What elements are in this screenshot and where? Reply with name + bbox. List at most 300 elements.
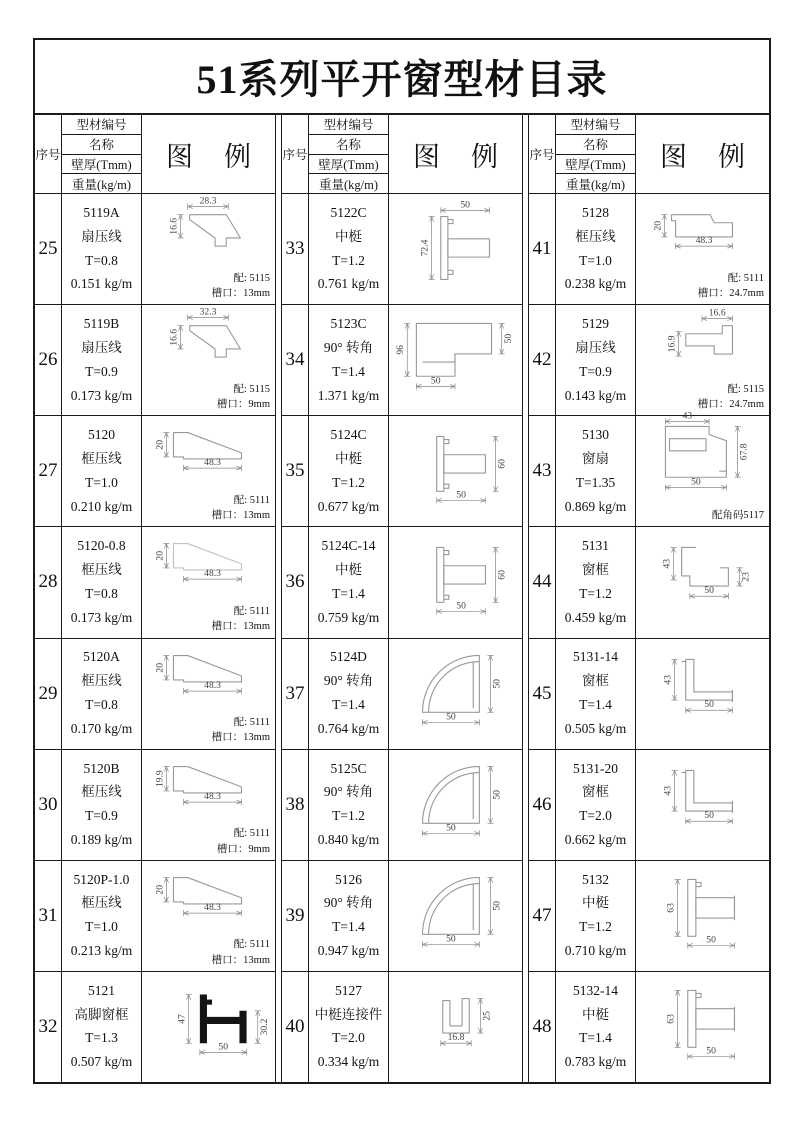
svg-text:50: 50 (445, 710, 456, 722)
table-row (35, 861, 275, 972)
profile-weight: 0.764 kg/m (317, 720, 380, 736)
row-figure (142, 416, 275, 526)
profile-name: 中梃 (335, 450, 362, 466)
svg-text:20: 20 (153, 662, 165, 673)
profile-thickness: T=1.2 (332, 808, 365, 824)
profile-thickness: T=0.8 (85, 585, 118, 601)
profile-thickness: T=1.35 (575, 474, 616, 490)
profile-name: 框压线 (81, 450, 122, 466)
row-serial: 43 (529, 416, 556, 526)
svg-text:28.3: 28.3 (199, 195, 216, 207)
profile-name: 90° 转角 (323, 673, 374, 689)
row-info (62, 861, 142, 971)
row-serial: 28 (35, 527, 62, 637)
profile-thickness: T=1.3 (85, 1030, 118, 1046)
figure-note-line: 槽口：9mm (216, 399, 270, 411)
row-figure (636, 194, 769, 304)
profile-thickness: T=1.4 (332, 585, 365, 601)
svg-text:16.8: 16.8 (447, 1032, 464, 1044)
table-row (35, 639, 275, 750)
table-row (529, 410, 769, 527)
row-serial: 42 (529, 305, 556, 415)
svg-text:20: 20 (153, 884, 165, 895)
legend-label-left: 图 (413, 141, 440, 172)
profile-drawing-mullion_C (390, 535, 522, 629)
figure-notes (212, 271, 270, 301)
row-figure (636, 527, 769, 637)
row-figure (636, 750, 769, 860)
profile-weight: 0.151 kg/m (70, 276, 133, 292)
header-serial: 序号 (35, 115, 62, 193)
table-row (35, 527, 275, 638)
profile-thickness: T=1.4 (332, 919, 365, 935)
header-info-row-1: 名称 (309, 135, 388, 155)
header-legend (636, 115, 769, 193)
legend-label-right: 例 (224, 141, 251, 172)
table-row (529, 639, 769, 750)
profile-group (528, 115, 769, 1082)
svg-text:50: 50 (459, 199, 470, 211)
row-info (556, 416, 636, 526)
table-row (35, 194, 275, 305)
profile-name: 窗框 (582, 673, 609, 689)
row-info (556, 972, 636, 1082)
header-info-row-2: 壁厚(Tmm) (556, 155, 635, 175)
figure-notes (212, 937, 270, 967)
profile-group (281, 115, 523, 1082)
profile-drawing-frame_L (637, 647, 769, 741)
table-row (282, 194, 522, 305)
header-info-row-3: 重量(kg/m) (565, 177, 626, 192)
profile-weight: 1.371 kg/m (317, 387, 380, 403)
table-row (282, 750, 522, 861)
page-title: 51系列平开窗型材目录 (35, 40, 769, 115)
profile-weight: 0.662 kg/m (564, 832, 627, 848)
header-info (62, 115, 142, 193)
figure-notes (212, 604, 270, 634)
figure-note-line: 槽口：13mm (211, 954, 270, 966)
profile-name: 框压线 (575, 228, 616, 244)
svg-text:50: 50 (502, 334, 514, 344)
profile-name: 中梃 (582, 1006, 609, 1022)
row-info (62, 750, 142, 860)
svg-text:50: 50 (491, 789, 503, 800)
profile-weight: 0.238 kg/m (564, 276, 627, 292)
profile-weight: 0.334 kg/m (317, 1054, 380, 1070)
profile-name: 窗框 (582, 562, 609, 578)
svg-text:48.3: 48.3 (203, 901, 221, 913)
row-serial: 35 (282, 416, 309, 526)
profile-thickness: T=1.4 (579, 1030, 612, 1046)
profile-drawing-frame_step (637, 535, 769, 629)
profile-drawing-corner_L (390, 313, 522, 407)
row-serial: 36 (282, 527, 309, 637)
row-serial: 45 (529, 639, 556, 749)
row-serial: 40 (282, 972, 309, 1082)
profile-code: 5120P-1.0 (73, 871, 130, 887)
header-info-row-2: 壁厚(Tmm) (62, 155, 141, 175)
svg-text:16.6: 16.6 (168, 217, 180, 235)
row-info (62, 194, 142, 304)
header-info (309, 115, 389, 193)
figure-notes (698, 271, 764, 301)
svg-text:50: 50 (705, 934, 716, 946)
figure-note-line: 槽口：13mm (211, 287, 270, 299)
profile-thickness: T=1.2 (579, 585, 612, 601)
profile-code: 5124D (330, 649, 367, 665)
profile-thickness: T=1.2 (332, 474, 365, 490)
svg-text:20: 20 (153, 551, 165, 562)
figure-note-line: 配: 5111 (727, 272, 764, 284)
figure-note-line: 槽口：24.7mm (697, 287, 764, 299)
profile-name: 扇压线 (575, 339, 616, 355)
profile-code: 5132 (582, 871, 609, 887)
profile-name: 窗框 (582, 784, 609, 800)
profile-name: 窗扇 (582, 450, 609, 466)
figure-note-line: 槽口：13mm (211, 732, 270, 744)
profile-code: 5120 (88, 427, 115, 443)
profile-thickness: T=0.9 (579, 363, 612, 379)
row-figure (142, 305, 275, 415)
table-row (282, 527, 522, 638)
profile-code: 5129 (582, 316, 609, 331)
profile-weight: 0.677 kg/m (317, 498, 380, 514)
profile-thickness: T=1.2 (332, 252, 365, 268)
profile-weight: 0.459 kg/m (564, 609, 627, 625)
figure-note-line: 配: 5111 (233, 828, 270, 840)
profile-drawing-quarter (390, 647, 522, 741)
header-info (556, 115, 636, 193)
profile-name: 框压线 (81, 784, 122, 800)
table-row (282, 639, 522, 750)
profile-group (35, 115, 276, 1082)
legend-label-right: 例 (471, 141, 498, 172)
figure-note-line: 配角码5117 (711, 510, 764, 522)
profile-drawing-mullion_C2 (637, 980, 769, 1074)
row-figure (142, 639, 275, 749)
figure-note-line: 配: 5111 (233, 939, 270, 951)
svg-text:50: 50 (703, 585, 714, 597)
profile-weight: 0.189 kg/m (70, 832, 133, 848)
svg-text:50: 50 (445, 822, 456, 834)
row-info (309, 527, 389, 637)
row-info (556, 305, 636, 415)
svg-text:50: 50 (430, 375, 441, 387)
profile-thickness: T=0.8 (85, 697, 118, 713)
profile-thickness: T=1.4 (332, 697, 365, 713)
figure-note-line: 配: 5115 (727, 383, 764, 395)
svg-text:48.3: 48.3 (203, 679, 221, 691)
svg-text:43: 43 (660, 559, 672, 569)
svg-text:23: 23 (740, 572, 752, 583)
row-info (309, 194, 389, 304)
row-serial: 26 (35, 305, 62, 415)
row-serial: 44 (529, 527, 556, 637)
svg-text:50: 50 (455, 600, 466, 612)
svg-text:19.9: 19.9 (153, 770, 165, 787)
profile-weight: 0.507 kg/m (70, 1054, 133, 1070)
svg-text:50: 50 (217, 1041, 228, 1053)
group-header (35, 115, 275, 194)
svg-text:50: 50 (705, 1045, 716, 1057)
profile-drawing-quarter (390, 758, 522, 852)
table-row (529, 750, 769, 861)
row-figure (389, 639, 522, 749)
legend-label-right: 例 (718, 141, 745, 172)
profile-code: 5127 (335, 982, 362, 998)
svg-text:48.3: 48.3 (203, 568, 221, 580)
profile-name: 高脚窗框 (74, 1006, 129, 1022)
figure-note-line: 配: 5115 (233, 272, 270, 284)
svg-text:43: 43 (662, 674, 674, 685)
table-row (529, 527, 769, 638)
row-figure (142, 861, 275, 971)
profile-code: 5124C-14 (321, 538, 376, 554)
row-serial: 27 (35, 416, 62, 526)
profile-weight: 0.173 kg/m (70, 609, 133, 625)
svg-text:32.3: 32.3 (199, 306, 216, 318)
profile-name: 框压线 (81, 562, 122, 578)
header-legend (389, 115, 522, 193)
row-figure (142, 527, 275, 637)
table-row (529, 861, 769, 972)
profile-thickness: T=1.4 (579, 697, 612, 713)
svg-text:50: 50 (445, 933, 456, 945)
profile-code: 5126 (335, 871, 362, 887)
profile-code: 5123C (330, 316, 367, 331)
table-row (35, 750, 275, 861)
row-serial: 41 (529, 194, 556, 304)
profile-thickness: T=1.2 (579, 919, 612, 935)
svg-text:48.3: 48.3 (203, 457, 221, 469)
svg-text:72.4: 72.4 (419, 239, 431, 257)
profile-thickness: T=0.9 (85, 808, 118, 824)
svg-text:20: 20 (651, 221, 663, 231)
svg-text:60: 60 (496, 459, 508, 470)
header-serial: 序号 (282, 115, 309, 193)
profile-weight: 0.213 kg/m (70, 943, 133, 959)
row-figure (389, 861, 522, 971)
profile-code: 5125C (330, 760, 367, 776)
row-info (556, 750, 636, 860)
row-serial: 34 (282, 305, 309, 415)
figure-note-line: 槽口：24.7mm (697, 399, 764, 411)
profile-name: 框压线 (81, 895, 122, 911)
header-info-row-0: 型材编号 (62, 115, 141, 135)
row-serial: 38 (282, 750, 309, 860)
row-figure (389, 527, 522, 637)
profile-name: 框压线 (81, 673, 122, 689)
row-figure (389, 416, 522, 526)
profile-drawing-mullion_C2 (637, 869, 769, 963)
profile-code: 5131-20 (573, 760, 618, 776)
profile-code: 5121 (88, 982, 115, 998)
group-header (282, 115, 522, 194)
row-serial: 39 (282, 861, 309, 971)
svg-text:50: 50 (703, 809, 714, 821)
svg-text:25: 25 (481, 1010, 493, 1021)
row-figure (389, 194, 522, 304)
svg-text:43: 43 (662, 785, 674, 796)
profile-weight: 0.173 kg/m (70, 387, 133, 403)
profile-thickness: T=1.0 (85, 919, 118, 935)
profile-code: 5130 (582, 427, 609, 443)
figure-note-line: 槽口：13mm (211, 621, 270, 633)
profile-name: 中梃 (335, 562, 362, 578)
profile-name: 90° 转角 (323, 895, 374, 911)
row-serial: 31 (35, 861, 62, 971)
figure-note-line: 配: 5111 (233, 717, 270, 729)
row-info (309, 861, 389, 971)
row-info (309, 750, 389, 860)
profile-weight: 0.170 kg/m (70, 720, 133, 736)
profile-thickness: T=2.0 (332, 1030, 365, 1046)
profile-weight: 0.210 kg/m (70, 498, 133, 514)
row-info (62, 305, 142, 415)
profile-drawing-u_channel (390, 980, 522, 1074)
profile-weight: 0.759 kg/m (317, 609, 380, 625)
profile-code: 5122C (330, 204, 367, 220)
svg-text:60: 60 (496, 570, 508, 581)
header-info-row-0: 型材编号 (309, 115, 388, 135)
profile-weight: 0.783 kg/m (564, 1054, 627, 1070)
svg-text:50: 50 (455, 489, 466, 501)
svg-text:67.8: 67.8 (738, 443, 750, 461)
row-serial: 30 (35, 750, 62, 860)
figure-notes (712, 508, 764, 523)
profile-weight: 0.761 kg/m (317, 276, 380, 292)
row-info (62, 639, 142, 749)
svg-text:63: 63 (665, 902, 677, 913)
profile-drawing-sash (637, 410, 769, 508)
profile-name: 扇压线 (81, 339, 122, 355)
row-figure (142, 972, 275, 1082)
row-figure (636, 410, 769, 526)
svg-text:47: 47 (176, 1014, 188, 1024)
profile-drawing-quarter (390, 869, 522, 963)
row-info (62, 416, 142, 526)
row-serial: 48 (529, 972, 556, 1082)
figure-note-line: 配: 5115 (233, 383, 270, 395)
row-figure (636, 305, 769, 415)
profile-code: 5119A (83, 204, 120, 220)
figure-notes (217, 826, 270, 856)
profile-name: 90° 转角 (323, 784, 374, 800)
svg-text:30.2: 30.2 (258, 1018, 270, 1036)
header-info-row-0: 型材编号 (556, 115, 635, 135)
row-serial: 29 (35, 639, 62, 749)
row-info (62, 972, 142, 1082)
profile-thickness: T=1.0 (85, 474, 118, 490)
profile-code: 5120A (83, 649, 120, 665)
svg-text:48.3: 48.3 (203, 790, 221, 802)
profile-thickness: T=1.0 (579, 252, 612, 268)
row-figure (389, 750, 522, 860)
profile-name: 中梃 (335, 228, 362, 244)
table-row (282, 305, 522, 416)
profile-code: 5119B (83, 316, 120, 331)
profile-drawing-mullion_T (390, 199, 522, 296)
header-info-row-3: 重量(kg/m) (71, 177, 132, 192)
row-info (62, 527, 142, 637)
svg-text:96: 96 (394, 345, 406, 355)
profile-code: 5124C (330, 427, 367, 443)
figure-notes (217, 382, 270, 412)
table-body (35, 115, 769, 1082)
row-info (556, 527, 636, 637)
profile-code: 5120-0.8 (77, 538, 126, 554)
row-serial: 37 (282, 639, 309, 749)
row-figure (636, 861, 769, 971)
table-row (35, 416, 275, 527)
row-figure (389, 305, 522, 415)
row-serial: 32 (35, 972, 62, 1082)
svg-text:50: 50 (491, 900, 503, 911)
svg-text:20: 20 (153, 440, 165, 450)
header-info-row-3: 重量(kg/m) (318, 177, 379, 192)
profile-thickness: T=2.0 (579, 808, 612, 824)
profile-name: 90° 转角 (323, 339, 374, 355)
legend-label-left: 图 (660, 141, 687, 172)
figure-note-line: 槽口：9mm (216, 843, 270, 855)
figure-note-line: 配: 5111 (233, 606, 270, 618)
header-serial: 序号 (529, 115, 556, 193)
profile-weight: 0.710 kg/m (564, 943, 627, 959)
profile-name: 扇压线 (81, 228, 122, 244)
profile-drawing-frame_L (637, 758, 769, 852)
table-row (282, 416, 522, 527)
figure-note-line: 槽口：13mm (211, 510, 270, 522)
figure-notes (212, 715, 270, 745)
svg-text:16.6: 16.6 (168, 329, 180, 346)
row-figure (142, 750, 275, 860)
row-info (556, 194, 636, 304)
row-figure (389, 972, 522, 1082)
profile-code: 5132-14 (573, 982, 618, 998)
row-serial: 33 (282, 194, 309, 304)
profile-weight: 0.505 kg/m (564, 720, 627, 736)
table-row (282, 972, 522, 1082)
row-figure (142, 194, 275, 304)
profile-thickness: T=0.9 (85, 363, 118, 379)
table-row (35, 305, 275, 416)
svg-text:43: 43 (681, 410, 692, 422)
profile-weight: 0.869 kg/m (564, 498, 627, 514)
figure-notes (698, 382, 764, 412)
figure-notes (212, 493, 270, 523)
table-row (35, 972, 275, 1082)
legend-label-left: 图 (166, 141, 193, 172)
profile-code: 5131-14 (573, 649, 618, 665)
table-row (282, 861, 522, 972)
profile-thickness: T=1.4 (332, 363, 365, 379)
svg-text:50: 50 (491, 678, 503, 689)
row-serial: 46 (529, 750, 556, 860)
svg-text:50: 50 (703, 698, 714, 710)
row-info (309, 416, 389, 526)
row-serial: 47 (529, 861, 556, 971)
header-info-row-2: 壁厚(Tmm) (309, 155, 388, 175)
table-row (529, 972, 769, 1082)
figure-note-line: 配: 5111 (233, 494, 270, 506)
row-info (556, 861, 636, 971)
row-info (556, 639, 636, 749)
profile-code: 5128 (582, 204, 609, 220)
svg-text:16.6: 16.6 (708, 307, 726, 319)
row-serial: 25 (35, 194, 62, 304)
row-figure (636, 639, 769, 749)
profile-weight: 0.840 kg/m (317, 832, 380, 848)
